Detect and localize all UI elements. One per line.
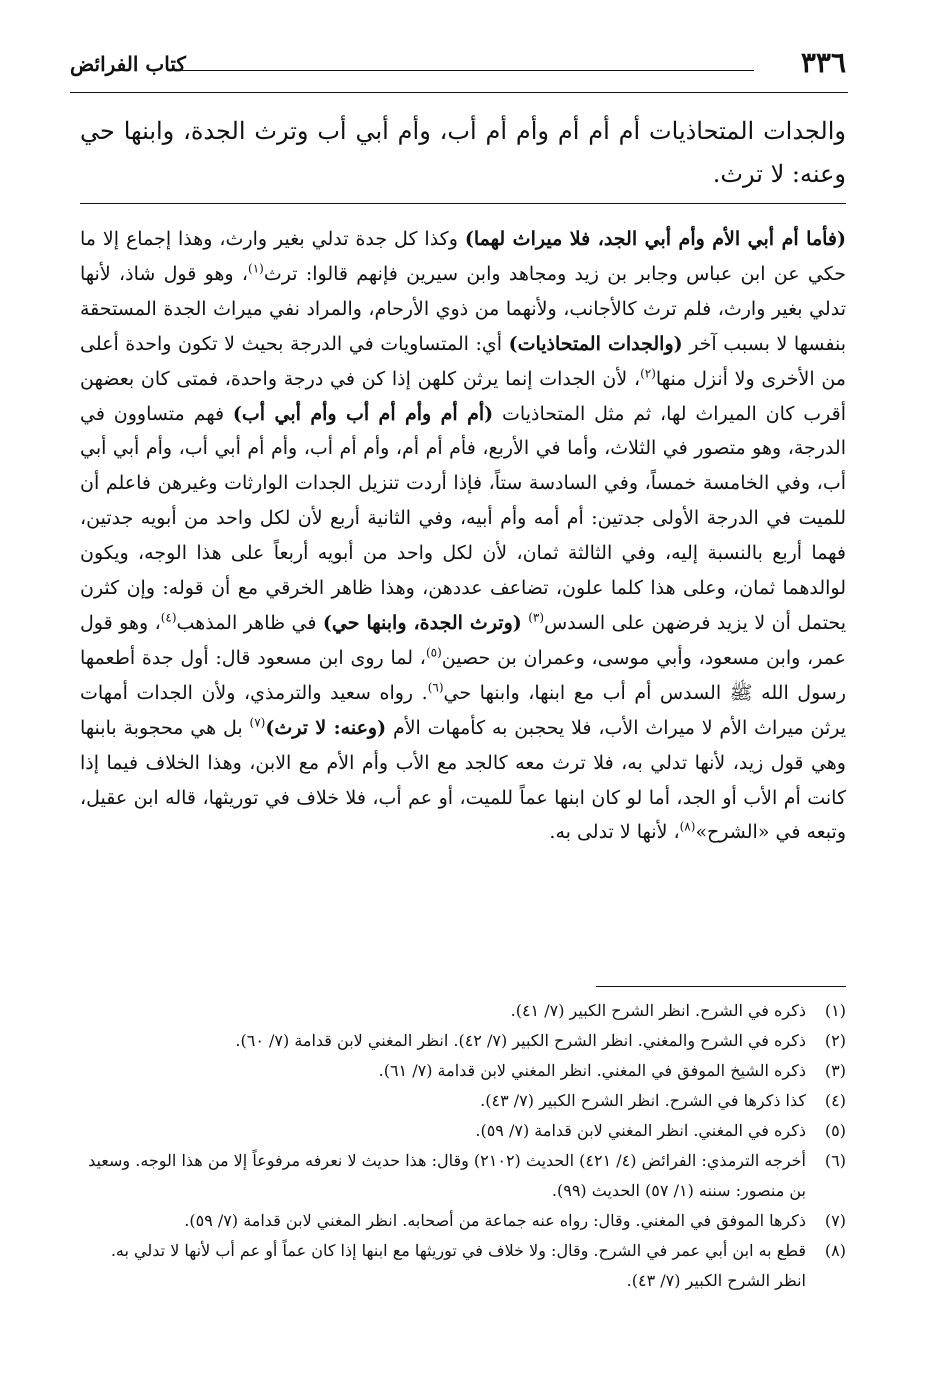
footnote-ref[interactable]: (٣): [528, 610, 545, 625]
footnote-number: (٤): [824, 1091, 846, 1110]
footnote-item: [80, 996, 846, 1026]
header-rule: [182, 70, 754, 71]
footnote-item: [80, 1236, 846, 1296]
footnote-ref[interactable]: (٤): [160, 610, 177, 625]
matn-divider: [80, 203, 846, 204]
footnote-text: أخرجه الترمذي: الفرائض (٤/ ٤٢١) الحديث (٢١٠٢) وقال: هذا حديث لا نعرفه مرفوعاً إلا من هذا الوجه. وسعيد بن منصور: سننه (١/ ٥٧) الحديث (٩٩).: [88, 1151, 806, 1200]
text-run: ، لأن الجدات إنما يرثن كلهن إذا كن في درجة واحدة، فمتى كان بعضهن أقرب كان الميراث لها، ثم مثل المتحاذيات: [80, 367, 847, 425]
footnote-number: (٦): [824, 1151, 846, 1170]
footnote-text: ذكرها الموفق في المغني. وقال: رواه عنه جماعة من أصحابه. انظر المغني لابن قدامة (٧/ ٥٩).: [184, 1211, 806, 1230]
matn-text: والجدات المتحاذيات أم أم أم وأم أم أب، وأم أبي أب وترث الجدة، وابنها حي وعنه: لا ترث.: [80, 117, 846, 188]
footnote-text: قطع به ابن أبي عمر في الشرح. وقال: ولا خلاف في توريثها مع ابنها إذا كان عماً أو عم أب لأنها لا تدلي به. انظر الشرح الكبير (٧/ ٤٣).: [110, 1241, 806, 1290]
footnote-ref[interactable]: (٢): [640, 366, 656, 381]
footnote-number: (١): [824, 1001, 846, 1020]
footnote-number: (٧): [824, 1211, 846, 1230]
text-run: فهم متساوون في الدرجة، وهو متصور في الثلاث، وأما في الأربع، فأم أم أم، وأم أم أب، وأم أم أبي أب، وأم أبي أبي أب، وفي الخامسة خمساً، وفي السادسة ستاً، فإذا أردت تنزيل الجدات الوارثات وغيرهن فاعلم أن للميت في الدرجة الأولى جدتين: أم أمه وأم أبيه، وفي الثانية أربع لأن لكل واحد من أبويه جدتين، فهما أربع بالنسبة إليه، وفي الثالثة ثمان، لأن لكل واحد من أبويه أربعاً على هذا الوجه، ويكون لوالدهما ثمان، وعلى هذا كلما علون، تضاعف عددهن، وهذا ظاهر الخرقي مع أن قوله: وإن كثرن يحتمل أن لا يزيد فرضهن على السدس: [80, 402, 846, 634]
footnote-ref[interactable]: (٦): [427, 680, 444, 695]
footnote-number: (٣): [824, 1061, 846, 1080]
text-run: أي: المتساويات في الدرجة بحيث لا تكون واحدة أعلى من الأخرى ولا أنزل منها: [80, 332, 846, 390]
quoted-matn: (وترث الجدة، وابنها حي): [322, 611, 522, 634]
footnote-item: [80, 1146, 846, 1206]
text-run: في ظاهر المذهب: [176, 611, 317, 634]
page-number: ٣٣٦: [800, 46, 846, 79]
footnote-number: (٢): [824, 1031, 846, 1050]
footnote-item: [80, 1206, 846, 1236]
commentary-text: [80, 222, 846, 850]
footnote-ref[interactable]: (١): [248, 261, 264, 276]
footnote-number: (٥): [824, 1121, 846, 1140]
text-run: بل هي محجوبة بابنها وهي قول زيد، لأنها تدلي به، فلا ترث معه كالجد مع الأب وأم الأم مع الابن، وهذا الخلاف فيما إذا كانت أم الأب أو الجد، أما لو كان ابنها عماً للميت، أو عم أب، فلا خلاف في توريثها، قاله ابن عقيل، وتبعه في «الشرح»: [80, 716, 846, 844]
footnote-text: ذكره في الشرح. انظر الشرح الكبير (٧/ ٤١).: [510, 1001, 806, 1020]
quoted-matn: (أم أم وأم أم أب وأم أبي أب): [232, 402, 494, 425]
footnotes: [80, 996, 846, 1296]
text-run: ، وهو قول عمر، وابن مسعود، وأبي موسى، وعمران بن حصين: [80, 611, 846, 669]
footnote-divider: [596, 986, 846, 987]
text-run: وكذا كل جدة تدلي بغير وارث، وهذا إجماع إلا ما حكي عن ابن عباس وجابر بن زيد ومجاهد وابن سيرين فإنهم قالوا: ترث: [80, 228, 846, 285]
book-title: كتاب الفرائض: [70, 52, 186, 76]
commentary-paragraph: [80, 222, 846, 850]
quoted-matn: (والجدات المتحاذيات): [508, 332, 683, 355]
footnote-item: [80, 1056, 846, 1086]
footnote-ref[interactable]: (٧): [249, 715, 266, 730]
footnote-item: [80, 1116, 846, 1146]
quoted-matn: (فأما أم أبي الأم وأم أبي الجد، فلا ميراث لهما): [464, 228, 846, 250]
quoted-matn: (وعنه: لا ترث): [265, 716, 387, 739]
text-run: ، لأنها لا تدلى به.: [549, 821, 680, 844]
footnote-text: ذكره الشيخ الموفق في المغني. انظر المغني لابن قدامة (٧/ ٦١).: [378, 1061, 806, 1080]
text-run: . رواه سعيد والترمذي، ولأن الجدات أمهات يرثن ميراث الأم لا ميراث الأب، فلا يحجبن به كأمهات الأم: [80, 681, 847, 739]
header-divider: [70, 92, 848, 93]
text-run: ، وهو قول شاذ، لأنها تدلي بغير وارث، فلم ترث كالأجانب، ولأنهما من ذوي الأرحام، والمراد نفي ميراث الجدة المستحقة بنفسها لا بسبب آخر: [80, 262, 846, 355]
footnote-item: [80, 1086, 846, 1116]
footnote-ref[interactable]: (٨): [679, 820, 696, 835]
footnote-text: ذكره في الشرح والمغني. انظر الشرح الكبير (٧/ ٤٢). انظر المغني لابن قدامة (٧/ ٦٠).: [235, 1031, 806, 1050]
page-header: [70, 44, 846, 84]
text-run: ، لما روى ابن مسعود قال: أول جدة أطعمها رسول الله ﷺ السدس أم أب مع ابنها، وابنها حي: [80, 646, 846, 704]
footnote-ref[interactable]: (٥): [425, 645, 442, 660]
footnote-text: كذا ذكرها في الشرح. انظر الشرح الكبير (٧/ ٤٣).: [480, 1091, 806, 1110]
footnote-text: ذكره في المغني. انظر المغني لابن قدامة (٧/ ٥٩).: [475, 1121, 806, 1140]
footnote-number: (٨): [824, 1241, 846, 1260]
footnote-item: [80, 1026, 846, 1056]
